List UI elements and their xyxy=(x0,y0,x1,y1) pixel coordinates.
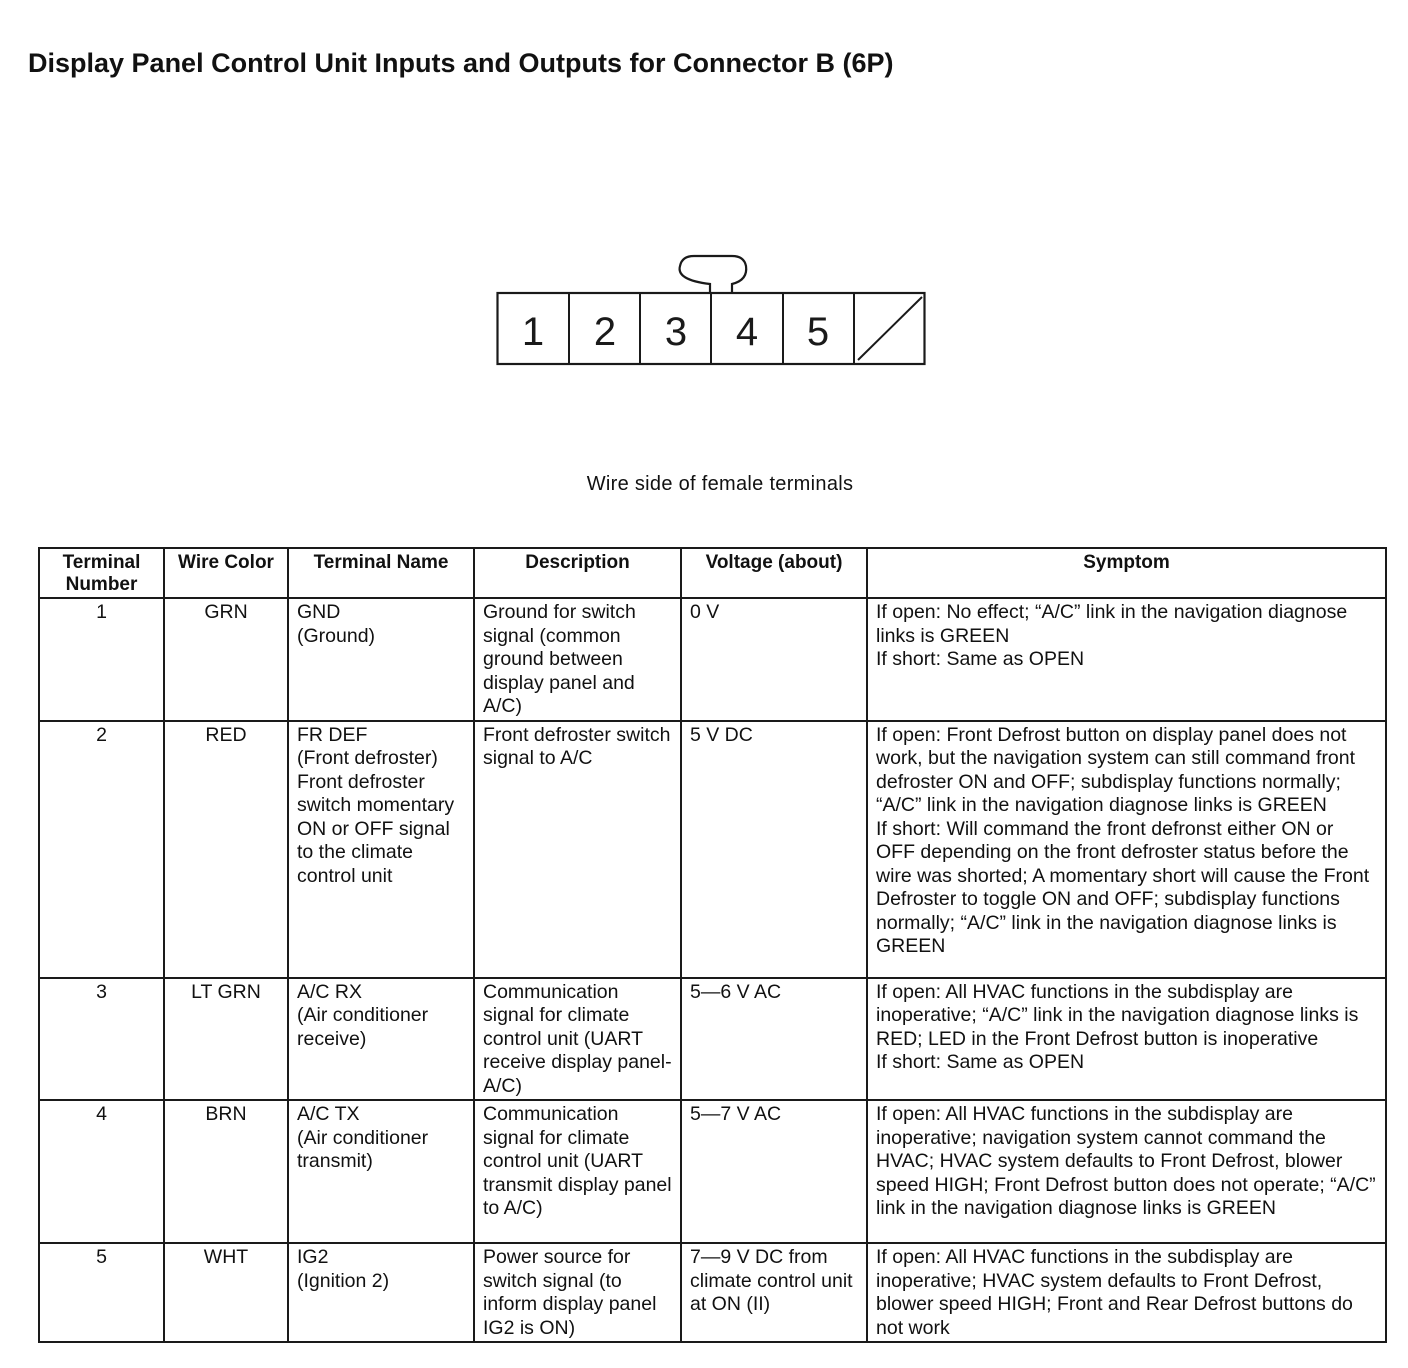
cell-voltage: 0 V xyxy=(681,598,867,721)
cell-description: Communication signal for climate control unit (UART transmit display panel to A/C) xyxy=(474,1100,681,1243)
cell-terminal-name: IG2 (Ignition 2) xyxy=(288,1243,474,1342)
cell-terminal-name: GND (Ground) xyxy=(288,598,474,721)
cell-terminal-name: FR DEF (Front defroster) Front defroster switch momentary ON or OFF signal to the climate control unit xyxy=(288,721,474,978)
cell-terminal: 1 xyxy=(39,598,164,721)
cell-wire-color: BRN xyxy=(164,1100,288,1243)
cell-wire-color: RED xyxy=(164,721,288,978)
terminal-number-label: 1 xyxy=(521,310,545,354)
cell-description: Ground for switch signal (common ground between display panel and A/C) xyxy=(474,598,681,721)
connector-outline xyxy=(496,254,928,366)
cell-terminal-name: A/C TX (Air conditioner transmit) xyxy=(288,1100,474,1243)
table-row xyxy=(39,1100,1386,1243)
cell-voltage: 5 V DC xyxy=(681,721,867,978)
cell-description: Power source for switch signal (to inform display panel IG2 is ON) xyxy=(474,1243,681,1342)
table-row xyxy=(39,978,1386,1101)
cell-symptom: If open: All HVAC functions in the subdisplay are inoperative; HVAC system defaults to Front Defrost, blower speed HIGH; Front and Rear Defrost buttons do not work xyxy=(867,1243,1386,1342)
header-symptom: Symptom xyxy=(867,548,1386,598)
cell-terminal-name: A/C RX (Air conditioner receive) xyxy=(288,978,474,1101)
connector-lock-tab xyxy=(680,256,747,293)
cell-wire-color: WHT xyxy=(164,1243,288,1342)
header-terminal-number: Terminal Number xyxy=(39,548,164,598)
terminal-number-label: 4 xyxy=(735,310,759,354)
table-row xyxy=(39,721,1386,978)
cell-terminal: 5 xyxy=(39,1243,164,1342)
table-row xyxy=(39,1243,1386,1342)
cell-description: Communication signal for climate control unit (UART receive display panel-A/C) xyxy=(474,978,681,1101)
cell-terminal: 4 xyxy=(39,1100,164,1243)
terminal-number-label: 2 xyxy=(593,310,617,354)
connector-diagram xyxy=(496,254,928,366)
terminal-number-label: 3 xyxy=(664,310,688,354)
table-header-row xyxy=(39,548,1386,598)
cell-wire-color: LT GRN xyxy=(164,978,288,1101)
header-description: Description xyxy=(474,548,681,598)
cell-terminal: 2 xyxy=(39,721,164,978)
cell-symptom: If open: All HVAC functions in the subdisplay are inoperative; “A/C” link in the navigation diagnose links is RED; LED in the Front Defrost button is inoperative If short: Same as OPEN xyxy=(867,978,1386,1101)
cell-description: Front defroster switch signal to A/C xyxy=(474,721,681,978)
cell-symptom: If open: Front Defrost button on display panel does not work, but the navigation system can still command front defroster ON and OFF; subdisplay functions normally; “A/C” link in the navigation diagnose links is GREEN If short: Will command the front defronst either ON or OFF depending on the front defroster status before the wire was shorted; A momentary short will cause the Front Defroster to toggle ON and OFF; subdisplay functions normally; “A/C” link in the navigation diagnose links is GREEN xyxy=(867,721,1386,978)
connector-caption: Wire side of female terminals xyxy=(586,473,854,495)
cell-symptom: If open: All HVAC functions in the subdisplay are inoperative; navigation system cannot command the HVAC; HVAC system defaults to Front Defrost, blower speed HIGH; Front Defrost button does not operate; “A/C” link in the navigation diagnose links is GREEN xyxy=(867,1100,1386,1243)
cell-voltage: 5—7 V AC xyxy=(681,1100,867,1243)
terminal-number-label: 5 xyxy=(806,310,830,354)
cell-symptom: If open: No effect; “A/C” link in the navigation diagnose links is GREEN If short: Same as OPEN xyxy=(867,598,1386,721)
cell-wire-color: GRN xyxy=(164,598,288,721)
header-terminal-name: Terminal Name xyxy=(288,548,474,598)
page-title: Display Panel Control Unit Inputs and Outputs for Connector B (6P) xyxy=(28,48,894,78)
header-wire-color: Wire Color xyxy=(164,548,288,598)
table-row xyxy=(39,598,1386,721)
cell-voltage: 7—9 V DC from climate control unit at ON (II) xyxy=(681,1243,867,1342)
header-voltage: Voltage (about) xyxy=(681,548,867,598)
cell-voltage: 5—6 V AC xyxy=(681,978,867,1101)
cell-terminal: 3 xyxy=(39,978,164,1101)
io-table xyxy=(38,547,1387,1343)
